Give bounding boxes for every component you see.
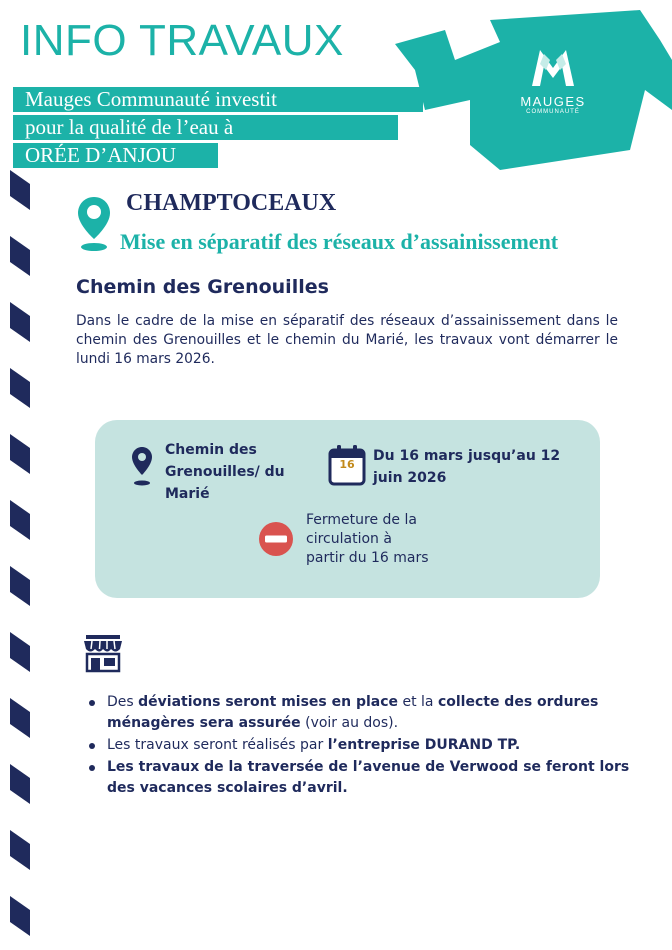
- list-item: Les travaux seront réalisés par l’entreprise DURAND TP.: [85, 735, 645, 756]
- bold-text: déviations seront mises en place: [138, 694, 399, 710]
- logo-name: MAUGES: [520, 94, 586, 109]
- location-pin-icon: [76, 195, 112, 253]
- no-entry-icon: [258, 521, 294, 557]
- mauges-m-logo-icon: [528, 46, 578, 88]
- list-item: [85, 757, 645, 799]
- info-closure: Fermeture de la circulation à partir du 16 mars: [306, 512, 429, 566]
- intro-paragraph: Dans le cadre de la mise en séparatif des réseaux d’assainissement dans le chemin des Grenouilles et le chemin du Marié, les travaux vont démarrer le lundi 16 mars 2026.: [76, 313, 618, 367]
- bold-text: Les travaux de la traversée de l’avenue de Verwood se feront lors des vacances scolaires d’avril.: [107, 759, 630, 796]
- bold-text: collecte des ordures: [437, 694, 599, 710]
- calendar-day: 16: [339, 458, 355, 471]
- page-title: INFO TRAVAUX: [20, 16, 344, 65]
- list-item: Des déviations seront mises en place et la collecte des ordures ménagères sera assurée (voir au dos).: [85, 692, 645, 734]
- bold-text: ménagères sera assurée: [107, 715, 301, 731]
- town-name: CHAMPTOCEAUX: [126, 190, 337, 216]
- info-location: Chemin des Grenouilles/ du Marié: [165, 442, 285, 502]
- banner-line-3: ORÉE D’ANJOU: [13, 143, 218, 168]
- works-subtitle: Mise en séparatif des réseaux d’assainissement: [120, 229, 559, 254]
- mauges-logo: [508, 46, 598, 115]
- info-dates: Du 16 mars jusqu’au 12 juin 2026: [373, 448, 561, 486]
- decorative-border-stripes: [0, 170, 44, 950]
- banner-line-2: pour la qualité de l’eau à: [13, 115, 398, 140]
- street-heading: Chemin des Grenouilles: [76, 276, 329, 298]
- bold-text: l’entreprise DURAND TP.: [327, 737, 521, 753]
- logo-subname: COMMUNAUTÉ: [526, 109, 580, 115]
- info-bullet-list: [85, 692, 645, 800]
- calendar-icon: [328, 444, 366, 490]
- shop-icon: [82, 633, 124, 673]
- location-pin-icon: [130, 445, 154, 487]
- banner-line-1: Mauges Communauté investit: [13, 87, 423, 112]
